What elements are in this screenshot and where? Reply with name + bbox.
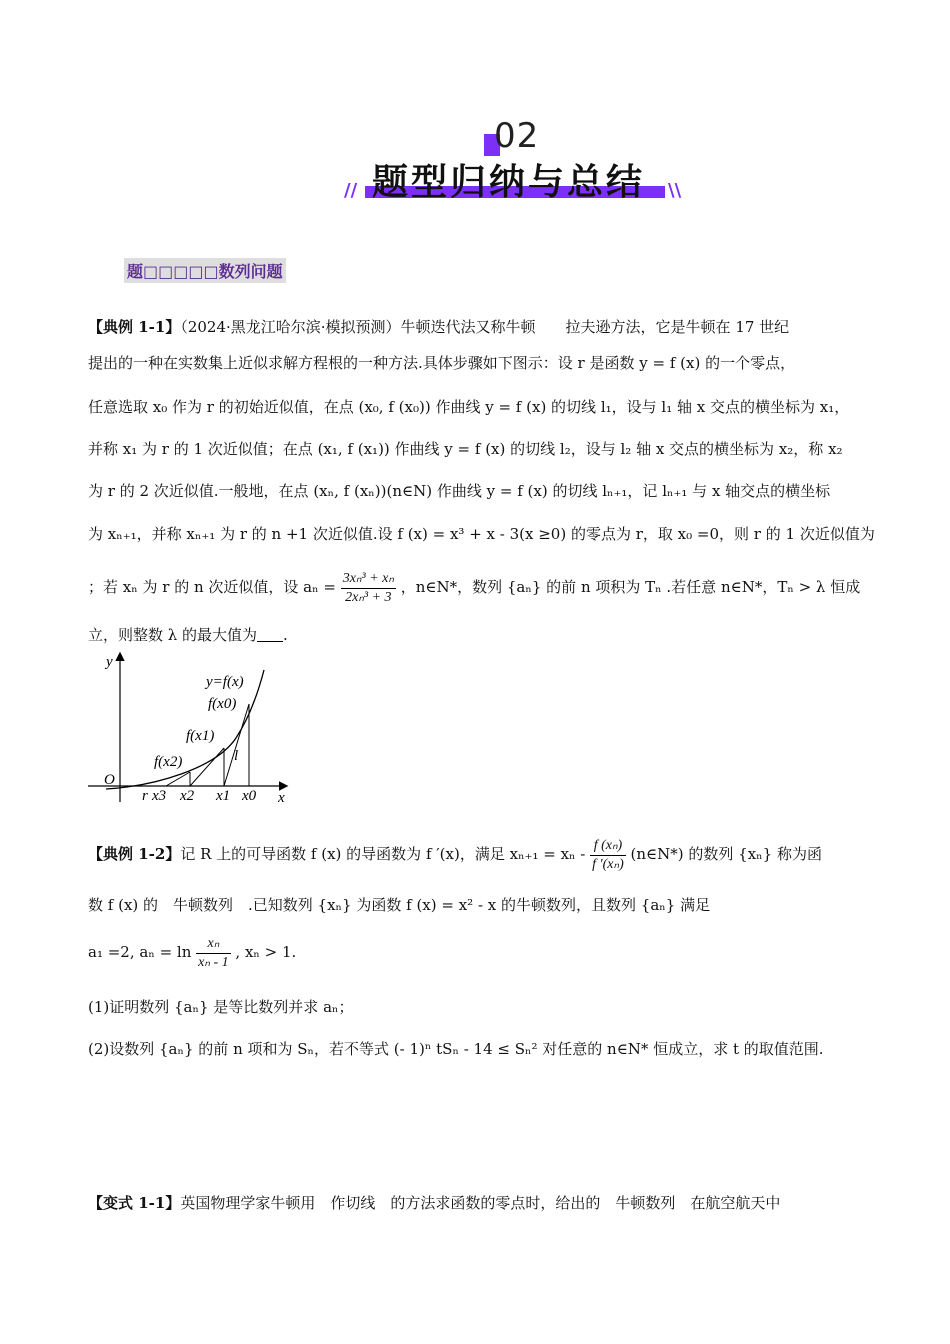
var1-line-1 <box>88 1192 780 1214</box>
newton-iteration-graph <box>86 648 296 808</box>
section-heading: 题□□□□□数列问题 <box>124 258 286 283</box>
ln-fraction <box>196 935 230 972</box>
label-f-x0: f(x0) <box>208 696 237 712</box>
axis-label-x: x <box>278 790 285 806</box>
label-tangent-l: l <box>234 748 239 764</box>
label-f-x1: f(x1) <box>186 728 215 744</box>
ex1-text-1b: 拉夫逊方法，它是牛顿在 17 世纪 <box>565 318 790 336</box>
header-slash-right: \\ <box>668 180 682 201</box>
ex1-line-5: 为 r 的 2 次近似值.一般地，在点 (xₙ, f (xₙ))(n∈N) 作曲线 y = f (x) 的切线 lₙ₊₁，记 lₙ₊₁ 与 x 轴交点的横坐标 <box>88 482 831 500</box>
label-x3: x3 <box>152 788 167 804</box>
ex2-text-3b: , xₙ > 1. <box>235 943 297 961</box>
ex1-line-1 <box>88 316 789 338</box>
axis-label-y: y <box>106 654 113 670</box>
ex1-line-3: 任意选取 x₀ 作为 r 的初始近似值，在点 (x₀, f (x₀)) 作曲线 y = f (x) 的切线 l₁，设与 l₁ 轴 x 交点的横坐标为 x₁， <box>88 398 850 416</box>
newton-fraction-denominator: f ′(xₙ) <box>592 856 624 872</box>
ex2-question-1: (1)证明数列 {aₙ} 是等比数列并求 aₙ； <box>88 998 354 1016</box>
tangent-line-x1 <box>190 748 224 786</box>
newton-fraction-numerator: f (xₙ) <box>590 837 626 856</box>
ex1-text-8: 立，则整数 λ 的最大值为 <box>88 626 258 644</box>
ex1-text-1: （2024·黑龙江哈尔滨·模拟预测）牛顿迭代法又称牛顿 <box>180 318 536 336</box>
header-number: 02 <box>494 116 540 156</box>
label-x2: x2 <box>180 788 195 804</box>
ex1-line-6: 为 xₙ₊₁，并称 xₙ₊₁ 为 r 的 n +1 次近似值.设 f (x) = x³ + x - 3(x ≥0) 的零点为 r，取 x₀ =0，则 r 的 1 次近似值为 <box>88 525 875 543</box>
origin-label: O <box>104 772 115 788</box>
ex1-line-8 <box>88 624 288 646</box>
ex1-line-2: 提出的一种在实数集上近似求解方程根的一种方法.具体步骤如下图示：设 r 是函数 y = f (x) 的一个零点， <box>88 354 796 372</box>
var1-text: 英国物理学家牛顿用 作切线 的方法求函数的零点时，给出的 牛顿数列 在航空航天中 <box>180 1194 781 1212</box>
ex2-text-1b: (n∈N*) 的数列 {xₙ} 称为函 <box>630 845 822 863</box>
ex2-question-2: (2)设数列 {aₙ} 的前 n 项和为 Sₙ，若不等式 (- 1)ⁿ tSₙ - 14 ≤ Sₙ² 对任意的 n∈N* 恒成立，求 t 的取值范围. <box>88 1040 824 1058</box>
ex1-text-7a: ；若 xₙ 为 r 的 n 次近似值，设 aₙ = <box>88 578 336 596</box>
ex2-line-3 <box>88 930 296 974</box>
ln-fraction-numerator: xₙ <box>196 935 230 954</box>
ex1-text-7b: ，n∈N*，数列 {aₙ} 的前 n 项积为 Tₙ .若任意 n∈N*，Tₙ > λ 恒成 <box>400 578 861 596</box>
ex1-tag: 【典例 1-1】 <box>88 318 181 336</box>
curve-label: y=f(x) <box>206 674 244 690</box>
label-x1: x1 <box>216 788 231 804</box>
ex2-text-3a: a₁ =2, aₙ = ln <box>88 943 192 961</box>
ex2-text-1a: 记 R 上的可导函数 f (x) 的导函数为 f ′(x)，满足 xₙ₊₁ = xₙ - <box>180 845 586 863</box>
label-x0: x0 <box>242 788 257 804</box>
answer-blank <box>257 627 283 642</box>
var1-tag: 【变式 1-1】 <box>88 1194 181 1212</box>
label-r: r <box>142 788 148 804</box>
tangent-line-x2 <box>166 772 190 786</box>
an-fraction-denominator: 2xₙ³ + 3 <box>345 589 392 605</box>
header-slash-left: // <box>344 180 358 201</box>
header-title: 题型归纳与总结 <box>372 162 646 203</box>
ln-fraction-denominator: xₙ - 1 <box>198 954 229 970</box>
ex1-text-8-end: . <box>283 626 288 644</box>
ex1-line-4: 并称 x₁ 为 r 的 1 次近似值；在点 (x₁, f (x₁)) 作曲线 y = f (x) 的切线 l₂，设与 l₂ 轴 x 交点的横坐标为 x₂，称 x₂ <box>88 440 843 458</box>
an-fraction <box>341 570 396 607</box>
tangent-line-l <box>224 704 249 786</box>
ex1-line-7 <box>88 565 860 609</box>
newton-fraction <box>590 837 626 874</box>
label-f-x2: f(x2) <box>154 754 183 770</box>
ex2-tag: 【典例 1-2】 <box>88 845 181 863</box>
an-fraction-numerator: 3xₙ³ + xₙ <box>341 570 396 589</box>
ex2-line-1 <box>88 832 822 876</box>
ex2-line-2: 数 f (x) 的 牛顿数列 .已知数列 {xₙ} 为函数 f (x) = x² - x 的牛顿数列，且数列 {aₙ} 满足 <box>88 896 711 914</box>
